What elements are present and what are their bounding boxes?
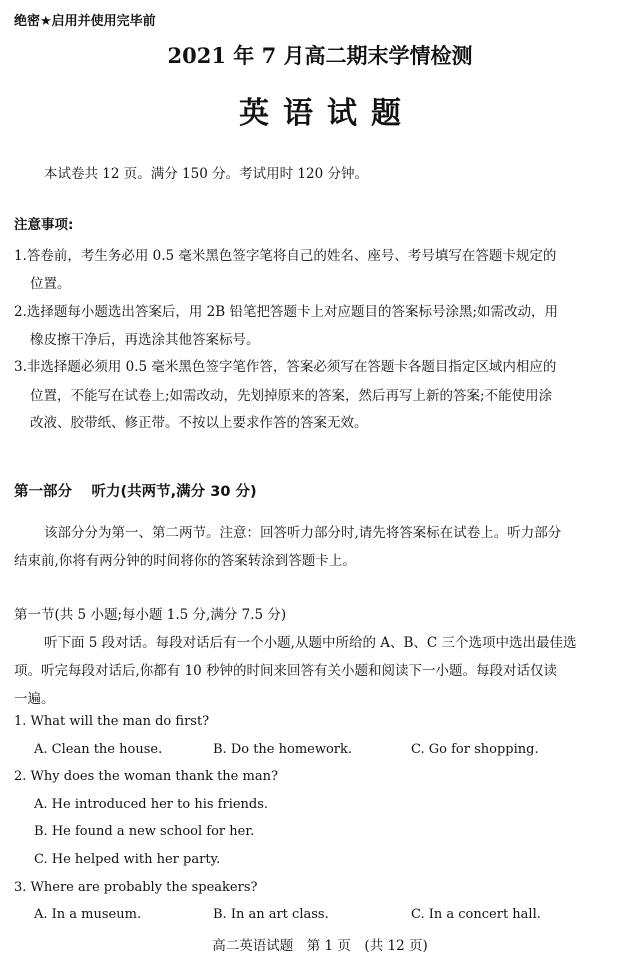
question-1-option-c: C. Go for shopping.	[411, 742, 539, 757]
part1-heading: 第一部分 听力(共两节,满分 30 分)	[14, 484, 257, 500]
note-2-line-1: 2.选择题每小题选出答案后，用 2B 铅笔把答题卡上对应题目的答案标号涂黑;如需改动，用	[14, 304, 559, 320]
note-3-line-2: 位置，不能写在试卷上;如需改动，先划掉原来的答案，然后再写上新的答案;不能使用涂	[30, 388, 553, 404]
exam-title: 2021 年 7 月高二期末学情检测	[167, 43, 473, 68]
section1-line-3: 一遍。	[14, 691, 55, 707]
section1-heading: 第一节(共 5 小题;每小题 1.5 分,满分 7.5 分)	[14, 607, 287, 623]
section1-line-1: 听下面 5 段对话。每段对话后有一个小题,从题中所给的 A、B、C 三个选项中选出最佳选	[44, 635, 577, 651]
section1-line-2: 项。听完每段对话后,你都有 10 秒钟的时间来回答有关小题和阅读下一小题。每段对话仅读	[14, 663, 558, 679]
part1-desc-line-2: 结束前,你将有两分钟的时间将你的答案转涂到答题卡上。	[14, 553, 356, 569]
question-1-option-b: B. Do the homework.	[213, 742, 353, 757]
confidential-label: 绝密★启用并使用完毕前	[14, 14, 156, 29]
part1-desc-line-1: 该部分分为第一、第二两节。注意：回答听力部分时,请先将答案标在试卷上。听力部分	[44, 525, 562, 541]
question-3-option-a: A. In a museum.	[34, 907, 142, 922]
note-1-line-1: 1.答卷前，考生务必用 0.5 毫米黑色签字笔将自己的姓名、座号、考号填写在答题卡规定的	[14, 248, 557, 264]
intro-text: 本试卷共 12 页。满分 150 分。考试用时 120 分钟。	[44, 166, 368, 182]
question-1-option-a: A. Clean the house.	[34, 742, 163, 757]
question-2-option-c: C. He helped with her party.	[34, 852, 221, 867]
question-3-stem: 3. Where are probably the speakers?	[14, 880, 258, 895]
question-2-option-b: B. He found a new school for her.	[34, 824, 255, 839]
note-1-line-2: 位置。	[30, 276, 71, 292]
question-3-option-c: C. In a concert hall.	[411, 907, 541, 922]
question-1-stem: 1. What will the man do first?	[14, 714, 210, 729]
notes-heading: 注意事项:	[14, 217, 74, 233]
page-footer: 高二英语试题 第 1 页 (共 12 页)	[212, 938, 428, 954]
question-2-option-a: A. He introduced her to his friends.	[34, 797, 269, 812]
question-3-option-b: B. In an art class.	[213, 907, 329, 922]
note-3-line-1: 3.非选择题必须用 0.5 毫米黑色签字笔作答，答案必须写在答题卡各题目指定区域内相应的	[14, 359, 557, 375]
note-3-line-3: 改液、胶带纸、修正带。不按以上要求作答的答案无效。	[30, 415, 368, 431]
question-2-stem: 2. Why does the woman thank the man?	[14, 769, 278, 784]
note-2-line-2: 橡皮擦干净后，再选涂其他答案标号。	[30, 332, 260, 348]
subject-title: 英语试题	[239, 96, 415, 131]
